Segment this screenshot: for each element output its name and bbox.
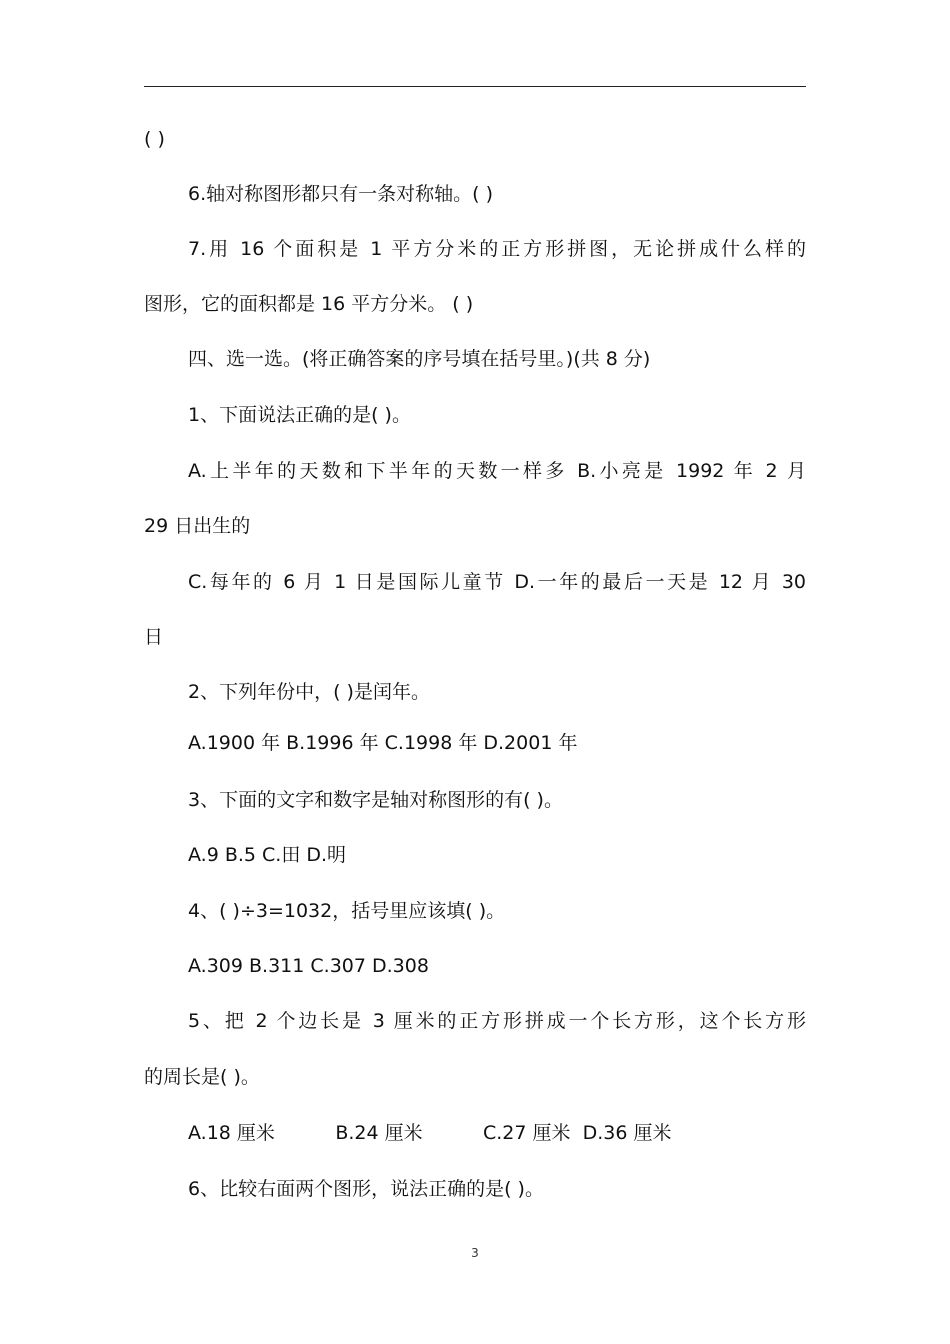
text-line-answer-bracket: ( ) xyxy=(144,128,165,150)
page-number: 3 xyxy=(471,1246,479,1260)
header-rule xyxy=(144,86,806,87)
question-1-options-cd: C.每年的 6 月 1 日是国际儿童节 D.一年的最后一天是 12 月 30 xyxy=(188,571,806,593)
section-heading-choose: 四、选一选。(将正确答案的序号填在括号里。)(共 8 分) xyxy=(188,348,651,370)
question-3-options: A.9 B.5 C.田 D.明 xyxy=(188,844,347,866)
question-4-options: A.309 B.311 C.307 D.308 xyxy=(188,955,429,977)
text-line-judge-6: 6.轴对称图形都只有一条对称轴。( ) xyxy=(188,183,493,205)
question-2: 2、下列年份中，( )是闰年。 xyxy=(188,681,430,703)
question-1-options-cd-cont: 日 xyxy=(144,626,164,648)
question-1-options-ab: A.上半年的天数和下半年的天数一样多 B.小亮是 1992 年 2 月 xyxy=(188,460,806,482)
question-4: 4、( )÷3=1032，括号里应该填( )。 xyxy=(188,900,506,922)
question-1-options-ab-cont: 29 日出生的 xyxy=(144,515,251,537)
question-5-cont: 的周长是( )。 xyxy=(144,1066,260,1088)
text-line-judge-7: 7.用 16 个面积是 1 平方分米的正方形拼图，无论拼成什么样的 xyxy=(188,238,806,260)
question-6: 6、比较右面两个图形，说法正确的是( )。 xyxy=(188,1178,544,1200)
question-3: 3、下面的文字和数字是轴对称图形的有( )。 xyxy=(188,789,563,811)
question-1: 1、下面说法正确的是( )。 xyxy=(188,404,411,426)
question-2-options: A.1900 年 B.1996 年 C.1998 年 D.2001 年 xyxy=(188,732,578,754)
question-5-options: A.18 厘米 B.24 厘米 C.27 厘米 D.36 厘米 xyxy=(188,1122,672,1144)
text-line-judge-7-cont: 图形，它的面积都是 16 平方分米。 ( ) xyxy=(144,293,474,315)
question-5: 5、把 2 个边长是 3 厘米的正方形拼成一个长方形，这个长方形 xyxy=(188,1010,806,1032)
